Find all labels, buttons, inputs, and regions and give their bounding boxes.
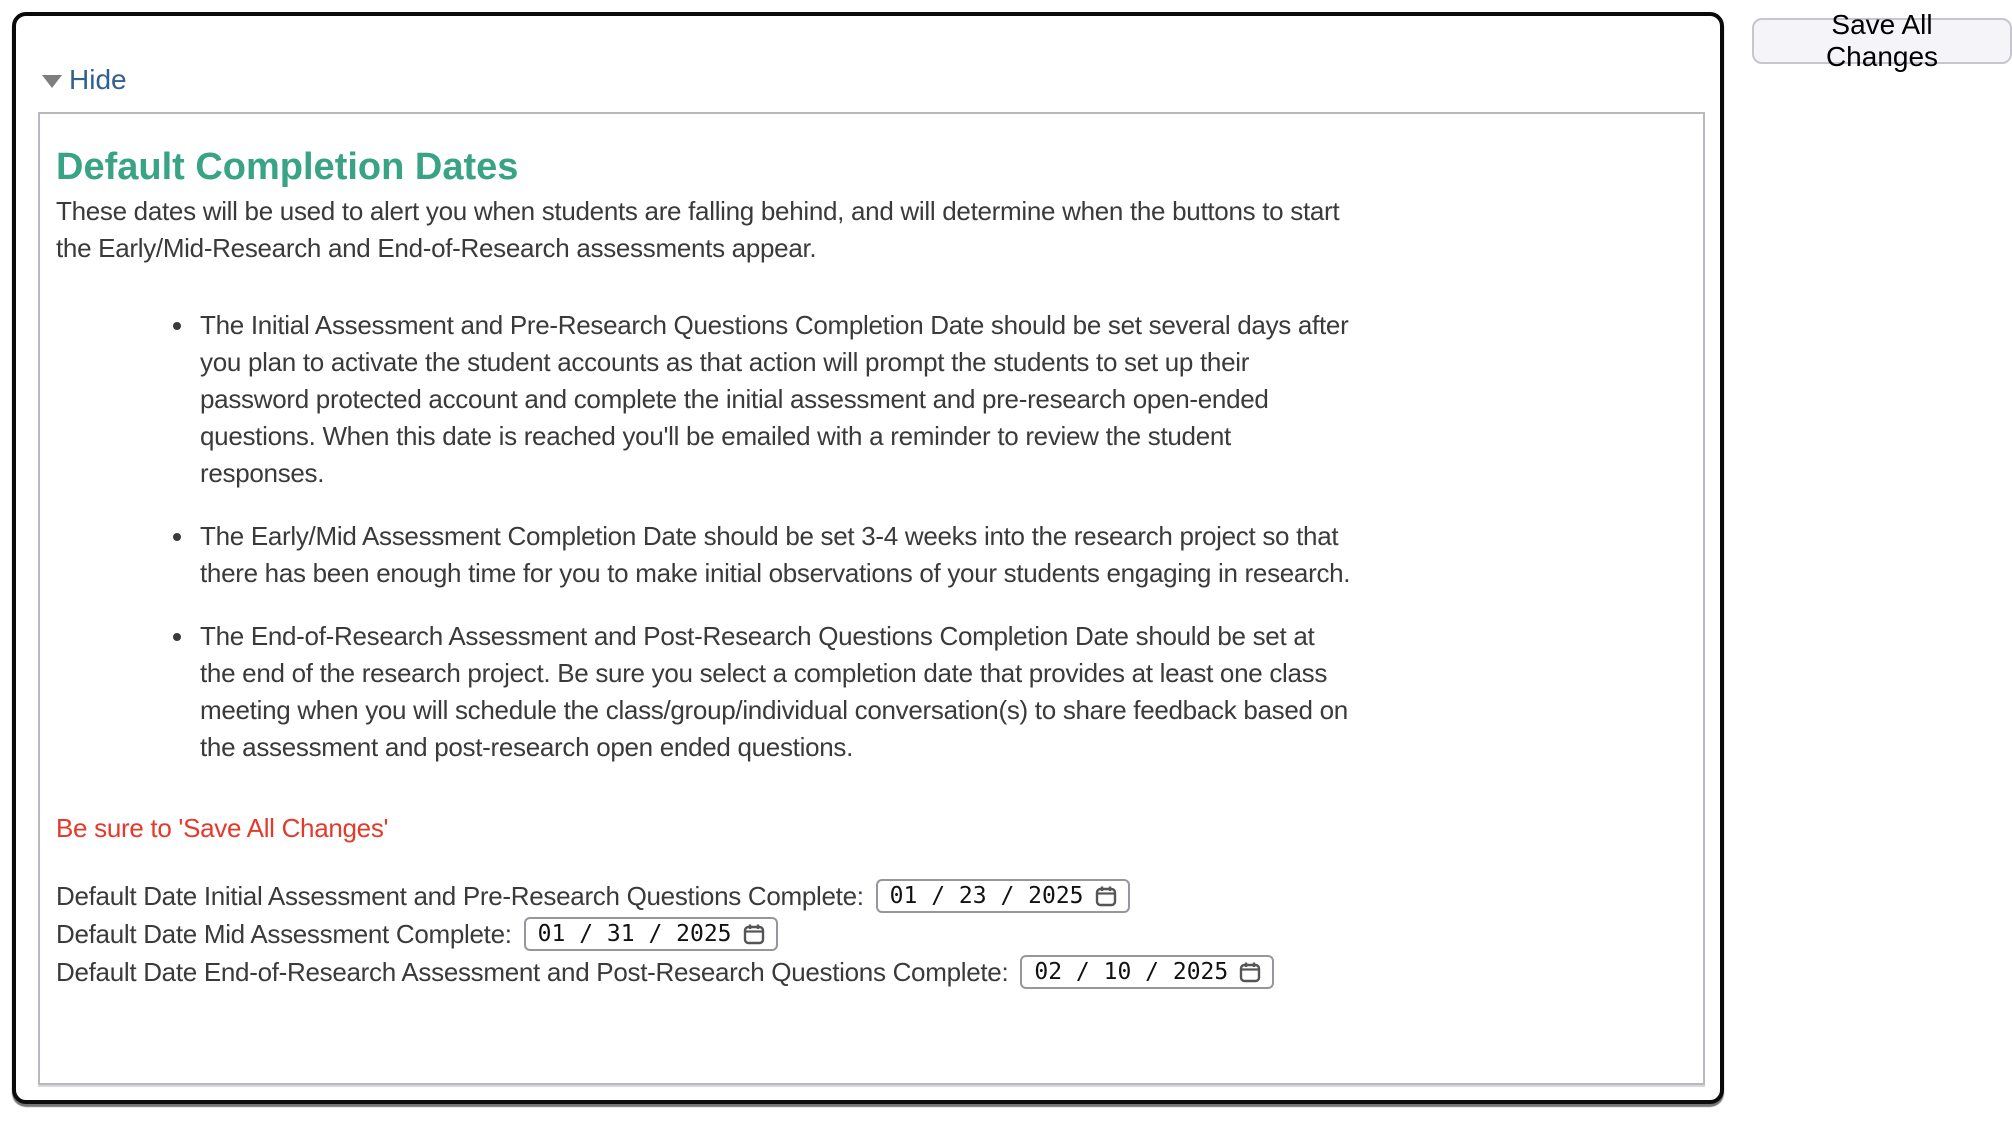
bullet-initial-assessment: • The Initial Assessment and Pre-Research Questions Completion Date should be set several days after you plan to activate the student accounts as that action will prompt the students to set up their password protected account and complete the initial assessment and pre-research open-ended questions. When this date is reached you'll be emailed with a reminder to review the student responses. [196,307,1356,492]
settings-panel [12,12,1724,1104]
save-changes-warning: Be sure to 'Save All Changes' [56,813,389,843]
guidance-bullet-list [56,307,1356,766]
hide-toggle[interactable] [42,64,127,96]
default-completion-dates-section [38,112,1705,1085]
calendar-icon[interactable] [1238,960,1262,984]
initial-date-input[interactable] [876,879,1130,913]
date-fields-group [56,877,1683,991]
end-date-value: 02 / 10 / 2025 [1034,959,1229,985]
section-title: Default Completion Dates [56,146,519,188]
collapse-triangle-icon [42,75,62,88]
date-row-end [56,953,1683,991]
hide-toggle-label: Hide [69,64,127,95]
save-all-changes-button[interactable]: Save All Changes [1752,18,2012,64]
section-intro: These dates will be used to alert you when students are falling behind, and will determine when the buttons to start the Early/Mid-Research and End-of-Research assessments appear. [56,196,1340,263]
mid-date-value: 01 / 31 / 2025 [537,921,732,947]
initial-date-label: Default Date Initial Assessment and Pre-Research Questions Complete: [56,880,864,911]
bullet-early-mid-assessment: • The Early/Mid Assessment Completion Date should be set 3-4 weeks into the research project so that there has been enough time for you to make initial observations of your students engaging in research. [196,518,1356,592]
calendar-icon[interactable] [1094,884,1118,908]
end-date-input[interactable] [1020,955,1274,989]
end-date-label: Default Date End-of-Research Assessment and Post-Research Questions Complete: [56,956,1009,987]
calendar-icon[interactable] [742,922,766,946]
mid-date-label: Default Date Mid Assessment Complete: [56,918,512,949]
date-row-mid [56,915,1683,953]
mid-date-input[interactable] [524,917,778,951]
date-row-initial [56,877,1683,915]
bullet-end-of-research-assessment: • The End-of-Research Assessment and Post-Research Questions Completion Date should be set at the end of the research project. Be sure you select a completion date that provides at least one class meeting when you will schedule the class/group/individual conversation(s) to share feedback based on the assessment and post-research open ended questions. [196,618,1356,766]
initial-date-value: 01 / 23 / 2025 [889,883,1084,909]
